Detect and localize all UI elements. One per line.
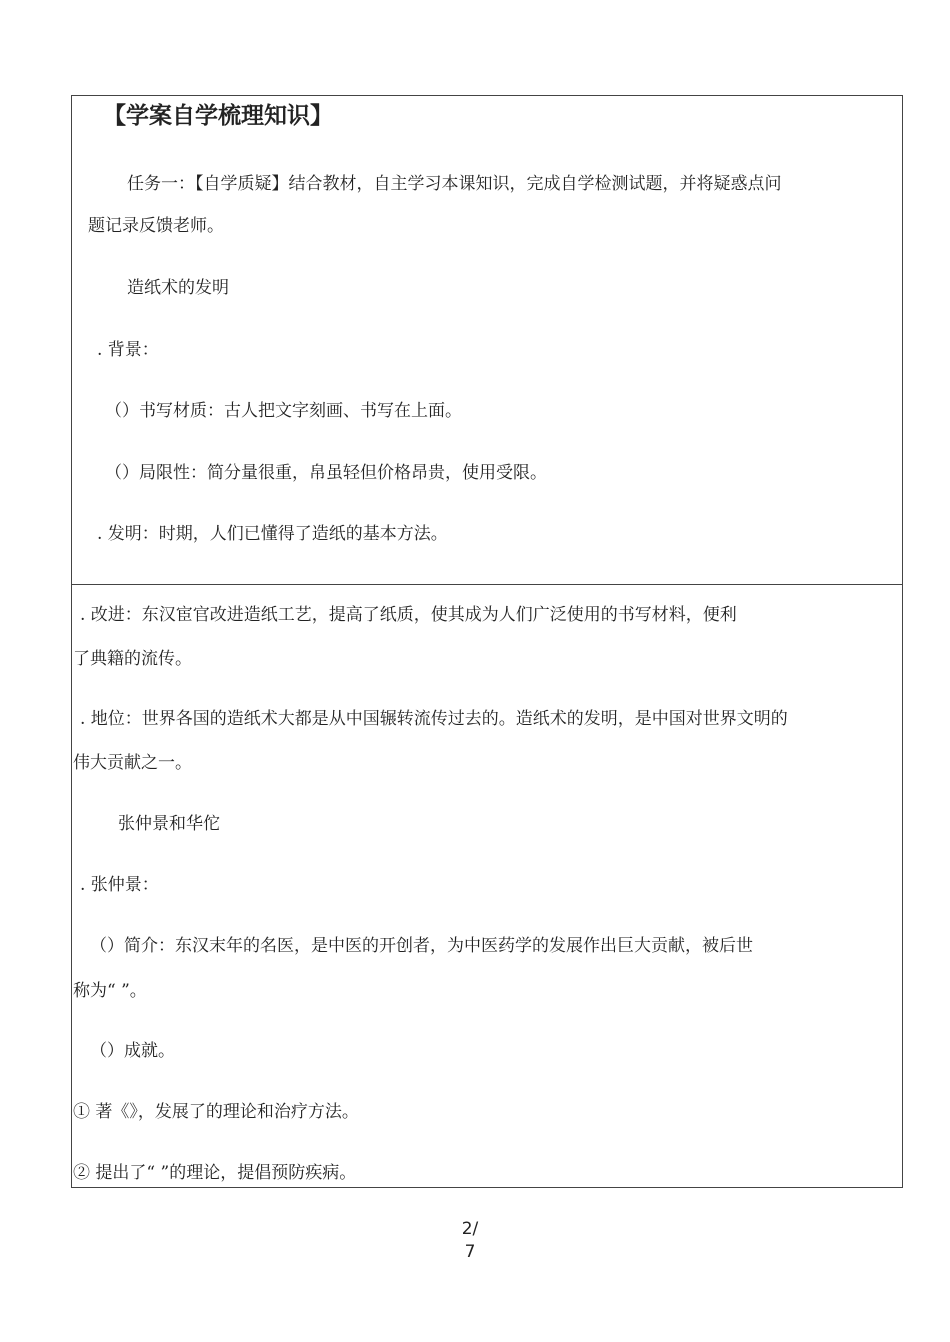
improvement-line-2: 了典籍的流传。 [73, 649, 192, 669]
lower-table-cell [71, 584, 903, 1188]
task-one-line-2: 题记录反馈老师。 [88, 216, 224, 236]
improvement-line-1: . 改进：东汉宦官改进造纸工艺，提高了纸质，使其成为人们广泛使用的书写材料，便利 [80, 605, 737, 625]
intro-line-1: （）简介：东汉末年的名医，是中医的开创者，为中医药学的发展作出巨大贡献，被后世 [90, 936, 753, 956]
heading-paper-invention: 造纸术的发明 [127, 278, 229, 298]
page-number-total: 7 [464, 1242, 476, 1262]
section-title: 【学案自学梳理知识】 [103, 103, 333, 129]
achievement-item-1: ① 著《》，发展了的理论和治疗方法。 [73, 1102, 359, 1122]
upper-table-cell [71, 95, 903, 585]
status-line-2: 伟大贡献之一。 [73, 753, 192, 773]
achievement-item-2: ② 提出了“ ”的理论，提倡预防疾病。 [73, 1163, 357, 1183]
heading-doctors: 张仲景和华佗 [118, 814, 220, 834]
task-one-line-1: 任务一：【自学质疑】结合教材，自主学习本课知识，完成自学检测试题，并将疑惑点问 [127, 174, 782, 194]
page-number-current: 2/ [461, 1219, 479, 1239]
limitation-line: （）局限性：简分量很重，帛虽轻但价格昂贵，使用受限。 [105, 463, 547, 483]
intro-line-2: 称为“ ”。 [73, 981, 147, 1001]
writing-material-line: （）书写材质：古人把文字刻画、书写在上面。 [105, 401, 462, 421]
invention-line: . 发明：时期，人们已懂得了造纸的基本方法。 [97, 524, 448, 544]
achievement-label: （）成就。 [90, 1041, 175, 1061]
status-line-1: . 地位：世界各国的造纸术大都是从中国辗转流传过去的。造纸术的发明，是中国对世界文明的 [80, 709, 788, 729]
background-label: . 背景： [97, 340, 159, 360]
zhang-zhongjing-label: . 张仲景： [80, 875, 159, 895]
